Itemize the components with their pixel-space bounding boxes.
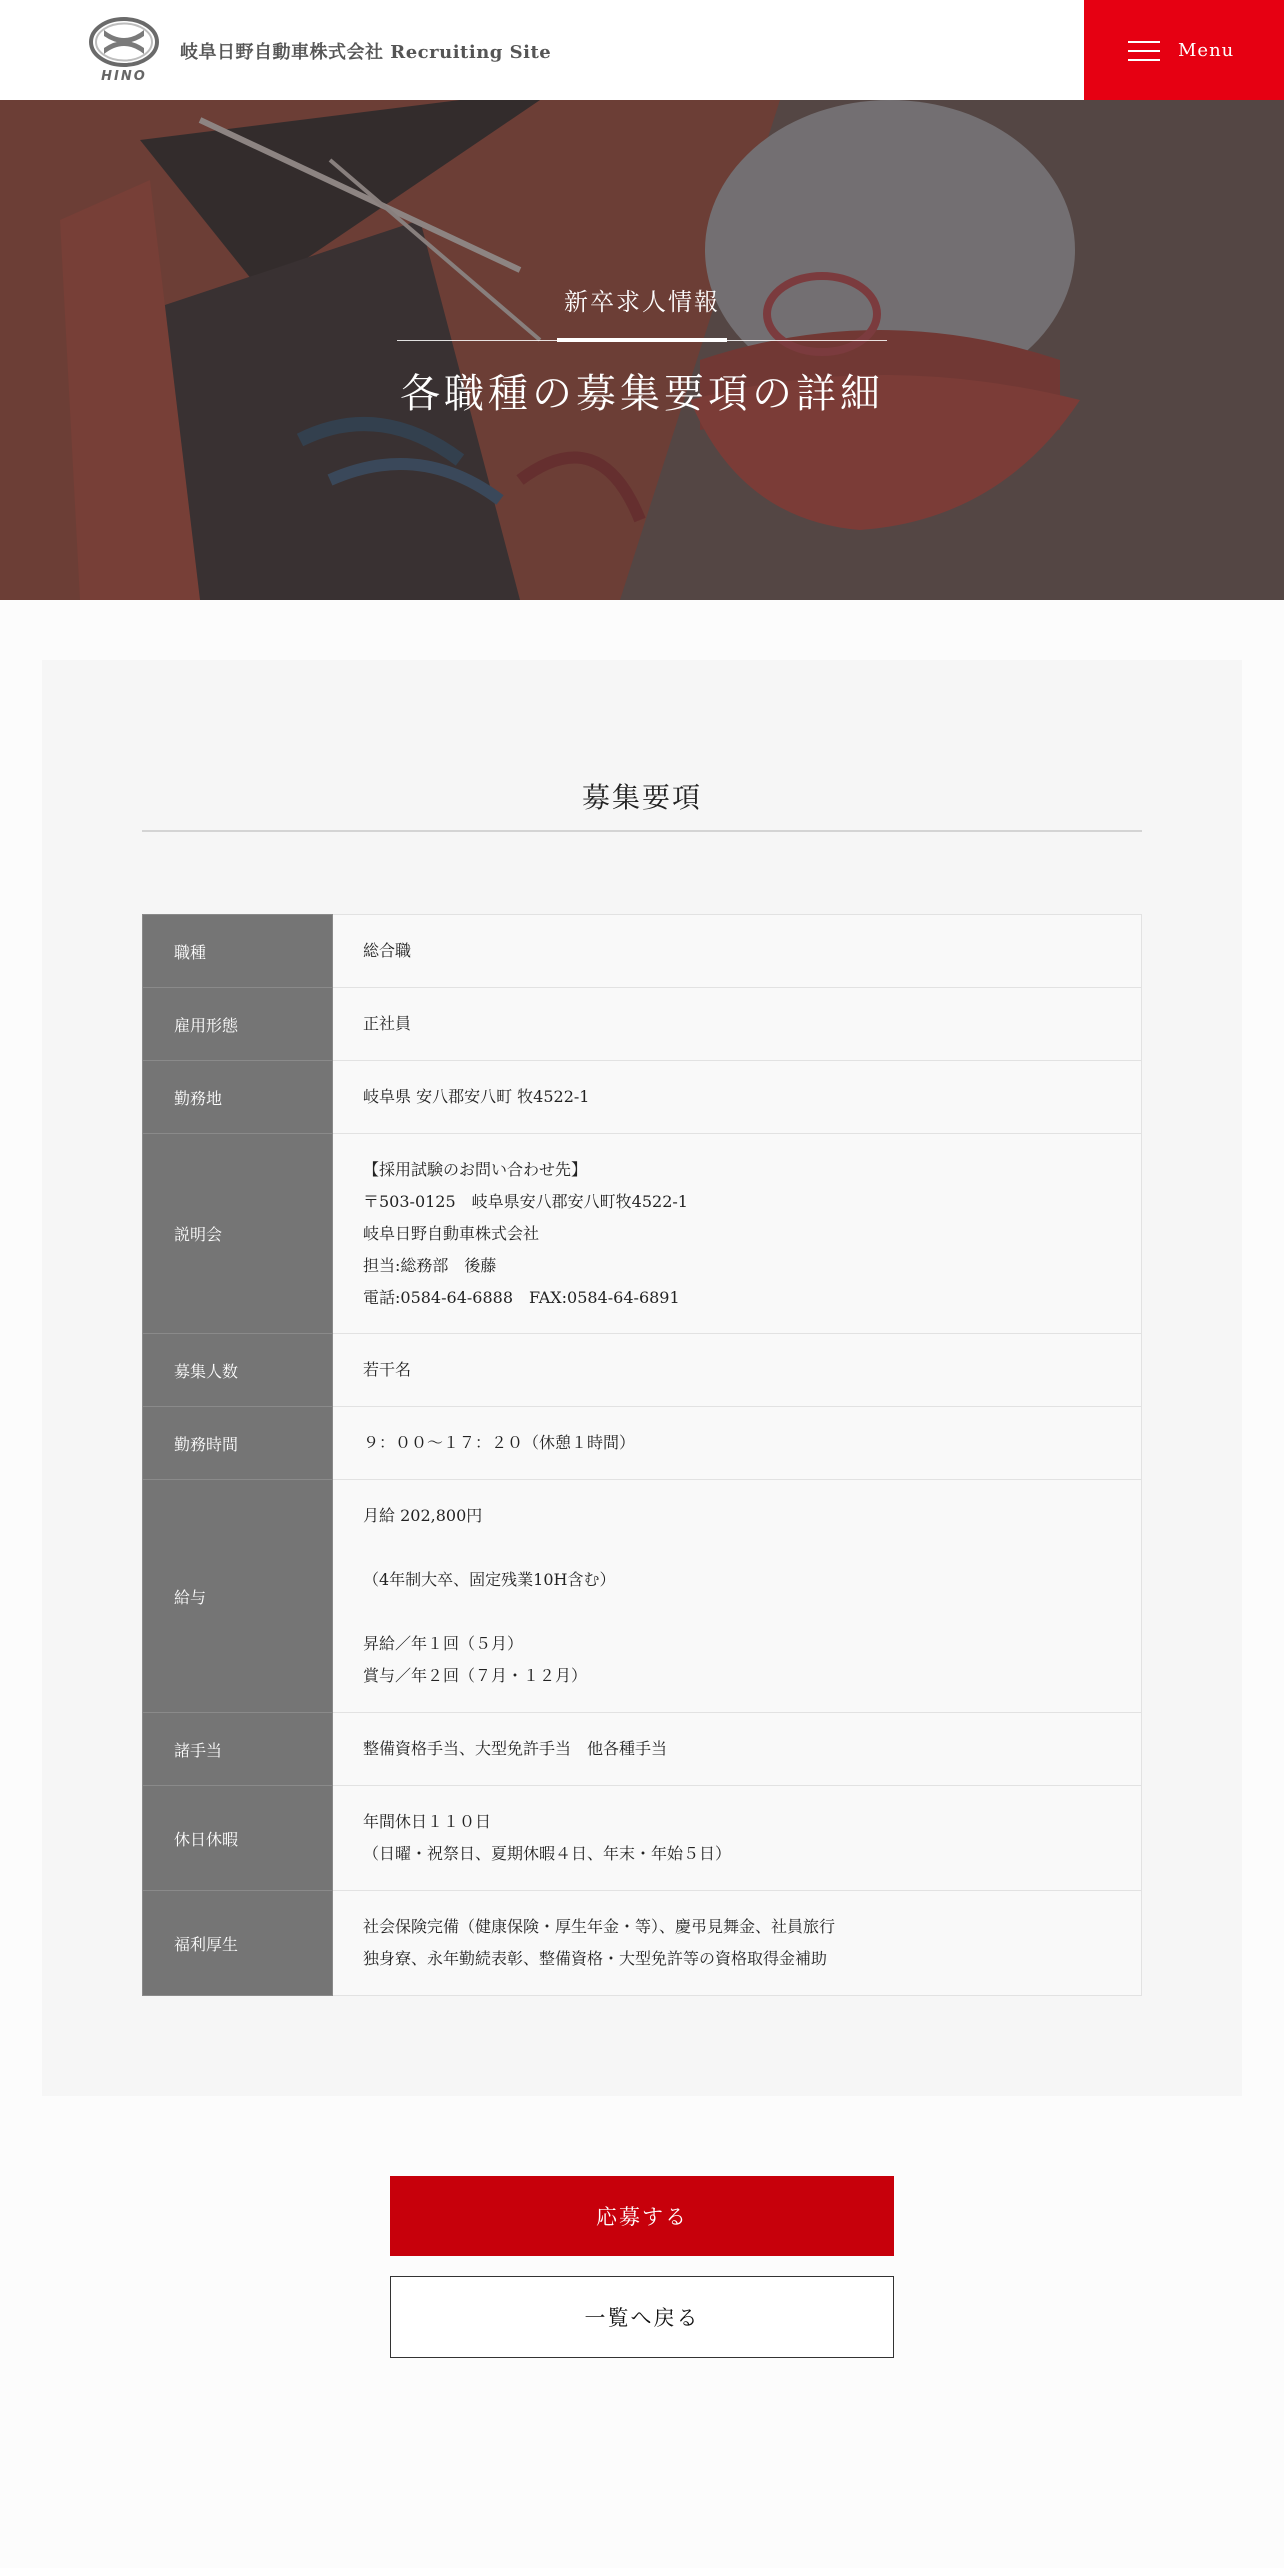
row-label: 諸手当 bbox=[143, 1713, 333, 1786]
row-label: 福利厚生 bbox=[143, 1891, 333, 1996]
hero-overlay bbox=[0, 100, 1284, 600]
table-row-job-type bbox=[143, 915, 1142, 988]
section-title: 募集要項 bbox=[581, 781, 702, 814]
site-title[interactable]: 岐阜日野自動車株式会社 Recruiting Site bbox=[180, 42, 552, 63]
hero-subtitle: 新卒求人情報 bbox=[564, 288, 720, 316]
row-value: ９：００～１７：２０（休憩１時間） bbox=[333, 1407, 1142, 1480]
row-label: 休日休暇 bbox=[143, 1786, 333, 1891]
table-row-salary bbox=[143, 1480, 1142, 1713]
row-label: 雇用形態 bbox=[143, 988, 333, 1061]
table-row-location bbox=[143, 1061, 1142, 1134]
row-value: 整備資格手当、大型免許手当 他各種手当 bbox=[333, 1713, 1142, 1786]
row-label: 勤務地 bbox=[143, 1061, 333, 1134]
row-value: 年間休日１１０日 （日曜・祝祭日、夏期休暇４日、年末・年始５日） bbox=[333, 1786, 1142, 1891]
table-row-briefing bbox=[143, 1134, 1142, 1334]
row-value: 正社員 bbox=[333, 988, 1142, 1061]
row-value: 総合職 bbox=[333, 915, 1142, 988]
page-title: 各職種の募集要項の詳細 bbox=[400, 371, 884, 417]
hino-logo[interactable] bbox=[88, 16, 160, 82]
table-row-benefits bbox=[143, 1891, 1142, 1996]
row-value: 月給 202,800円 （4年制大卒、固定残業10H含む） 昇給／年１回（５月） 賞与／年２回（７月・１２月） bbox=[333, 1480, 1142, 1713]
hero-divider-accent bbox=[557, 338, 727, 342]
row-label: 給与 bbox=[143, 1480, 333, 1713]
requirements-panel bbox=[42, 660, 1242, 2096]
menu-label: Menu bbox=[1178, 40, 1235, 61]
site-header bbox=[0, 0, 1284, 100]
row-label: 募集人数 bbox=[143, 1334, 333, 1407]
menu-button[interactable] bbox=[1084, 0, 1284, 100]
back-to-list-button[interactable]: 一覧へ戻る bbox=[390, 2276, 894, 2358]
requirements-table bbox=[142, 914, 1142, 1996]
hamburger-icon bbox=[1128, 41, 1160, 61]
row-label: 職種 bbox=[143, 915, 333, 988]
row-value: 社会保険完備（健康保険・厚生年金・等）、慶弔見舞金、社員旅行 独身寮、永年勤続表彰、整備資格・大型免許等の資格取得金補助 bbox=[333, 1891, 1142, 1996]
row-label: 勤務時間 bbox=[143, 1407, 333, 1480]
svg-text:HINO: HINO bbox=[101, 69, 147, 82]
table-row-employment-type bbox=[143, 988, 1142, 1061]
table-row-holidays bbox=[143, 1786, 1142, 1891]
section-divider bbox=[142, 830, 1142, 832]
table-row-working-hours bbox=[143, 1407, 1142, 1480]
table-row-allowances bbox=[143, 1713, 1142, 1786]
row-value: 【採用試験のお問い合わせ先】 〒503-0125 岐阜県安八郡安八町牧4522-1 岐阜日野自動車株式会社 担当:総務部 後藤 電話:0584-64-6888 FAX:0584-64-6891 bbox=[333, 1134, 1142, 1334]
hero-banner bbox=[0, 100, 1284, 600]
row-label: 説明会 bbox=[143, 1134, 333, 1334]
row-value: 若干名 bbox=[333, 1334, 1142, 1407]
row-value: 岐阜県 安八郡安八町 牧4522-1 bbox=[333, 1061, 1142, 1134]
table-row-openings bbox=[143, 1334, 1142, 1407]
apply-button[interactable]: 応募する bbox=[390, 2176, 894, 2256]
